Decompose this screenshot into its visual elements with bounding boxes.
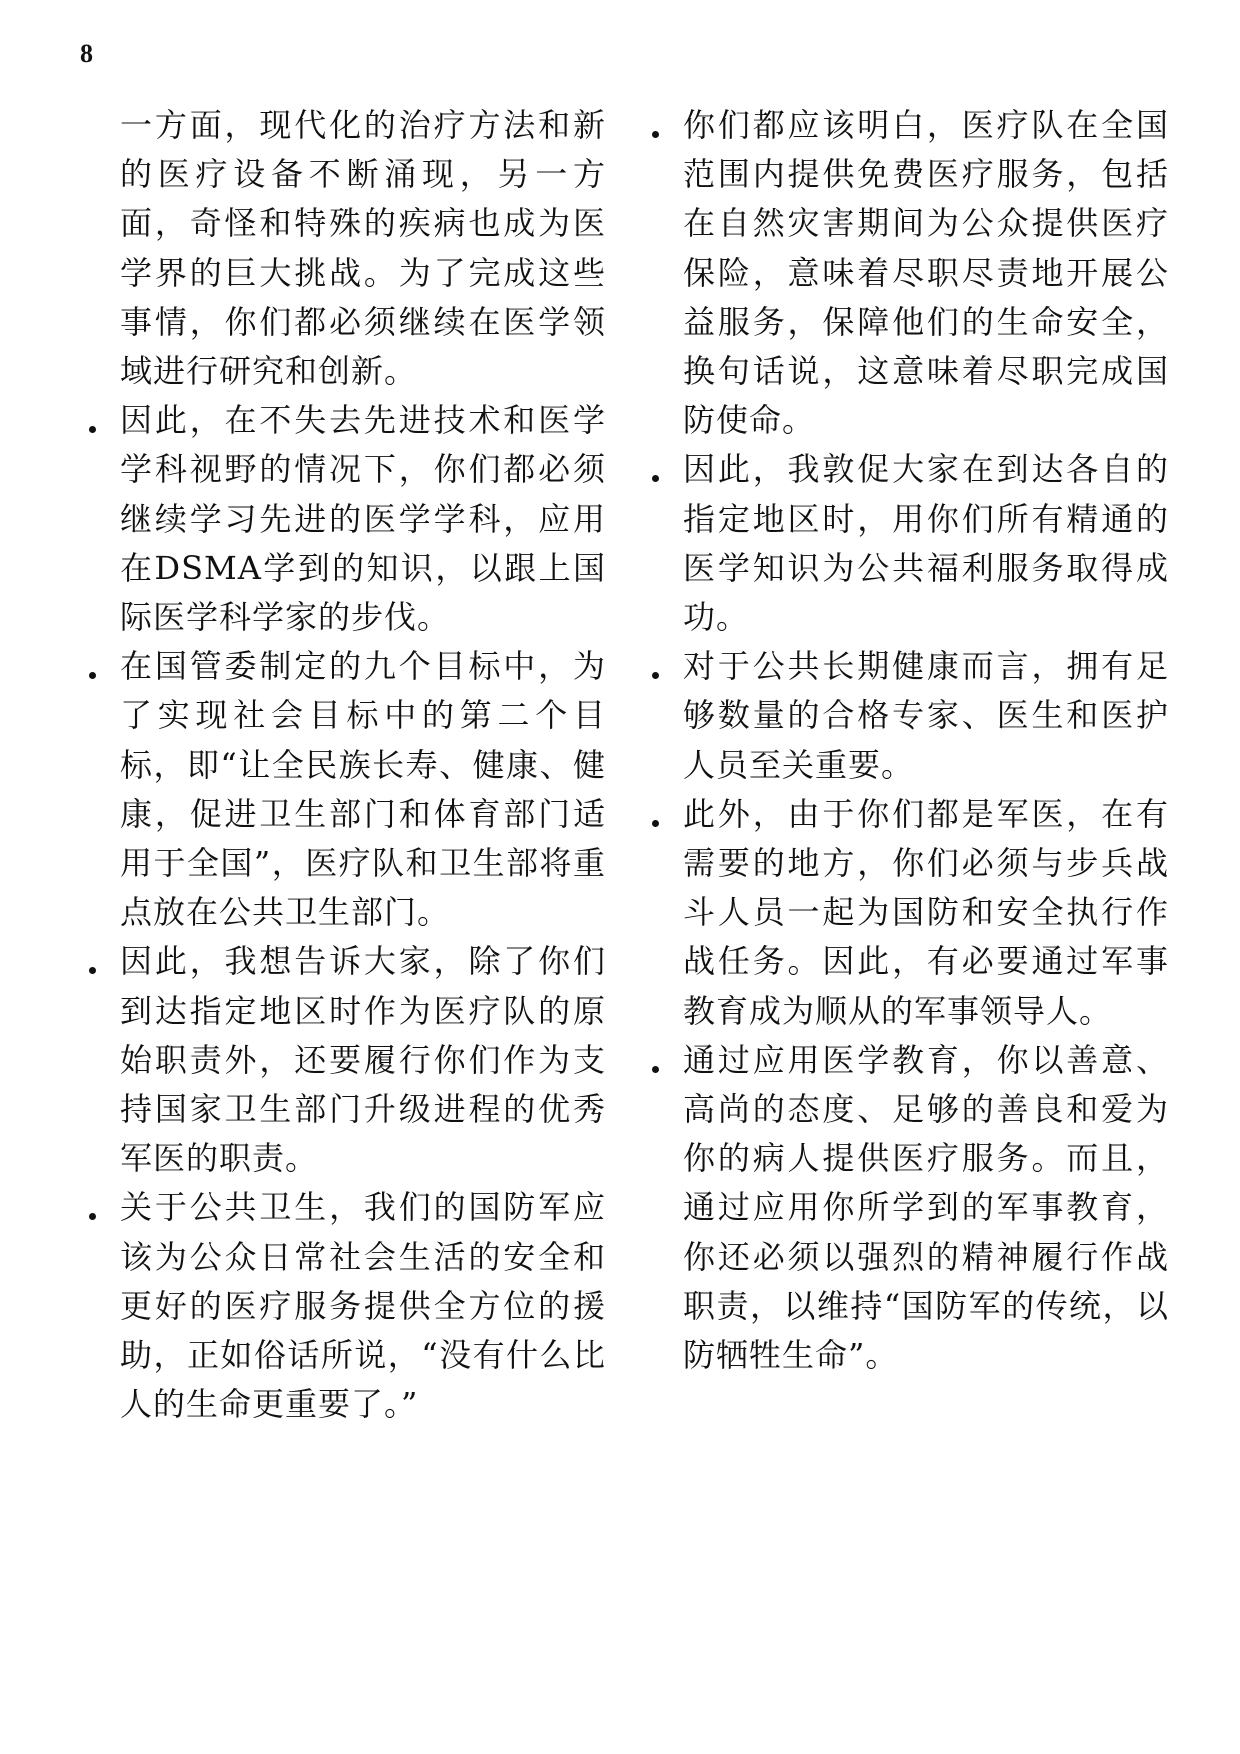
right-column: [627, 101, 1173, 1380]
bullet-icon: [627, 642, 683, 679]
bullet-icon: [627, 101, 683, 138]
bullet-text: 因此，我敦促大家在到达各自的指定地区时，用你们所有精通的医学知识为公共福利服务取得成功。: [683, 450, 1169, 637]
bullet-item: [627, 1036, 1173, 1380]
bullet-text: 因此，我想告诉大家，除了你们到达指定地区时作为医疗队的原始职责外，还要履行你们作为支持国家卫生部门升级进程的优秀军医的职责。: [120, 942, 606, 1178]
bullet-text: 因此，在不失去先进技术和医学学科视野的情况下，你们都必须继续学习先进的医学学科，应用在DSMA学到的知识，以跟上国际医学科学家的步伐。: [120, 401, 606, 637]
bullet-item: [627, 445, 1173, 642]
bullet-item: [64, 642, 610, 937]
bullet-spacer: [64, 101, 120, 131]
bullet-icon: [627, 790, 683, 827]
paragraph-text: 一方面，现代化的治疗方法和新的医疗设备不断涌现，另一方面，奇怪和特殊的疾病也成为医学界的巨大挑战。为了完成这些事情，你们都必须继续在医学领域进行研究和创新。: [120, 106, 606, 391]
left-column: [64, 101, 610, 1429]
bullet-icon: [627, 1036, 683, 1073]
bullet-item: [64, 937, 610, 1183]
bullet-item: [627, 642, 1173, 790]
bullet-icon: [627, 445, 683, 482]
bullet-item: [64, 396, 610, 642]
bullet-icon: [64, 937, 120, 974]
bullet-icon: [64, 642, 120, 679]
bullet-text: 通过应用医学教育，你以善意、高尚的态度、足够的善良和爱为你的病人提供医疗服务。而且，通过应用你所学到的军事教育，你还必须以强烈的精神履行作战职责，以维持“国防军的传统，以防牺牲生命”。: [683, 1040, 1169, 1375]
bullet-text: 在国管委制定的九个目标中，为了实现社会目标中的第二个目标，即“让全民族长寿、健康、健康，促进卫生部门和体育部门适用于全国”，医疗队和卫生部将重点放在公共卫生部门。: [120, 647, 606, 932]
bullet-text: 对于公共长期健康而言，拥有足够数量的合格专家、医生和医护人员至关重要。: [683, 647, 1169, 784]
bullet-text: 关于公共卫生，我们的国防军应该为公众日常社会生活的安全和更好的医疗服务提供全方位的援助，正如俗话所说，“没有什么比人的生命更重要了。”: [120, 1188, 606, 1424]
page-number: 8: [80, 39, 93, 68]
bullet-icon: [64, 396, 120, 433]
bullet-item: [627, 101, 1173, 445]
bullet-text: 你们都应该明白，医疗队在全国范围内提供免费医疗服务，包括在自然灾害期间为公众提供医疗保险，意味着尽职尽责地开展公益服务，保障他们的生命安全，换句话说，这意味着尽职完成国防使命。: [683, 106, 1169, 440]
paragraph-continued: [64, 101, 610, 396]
bullet-text: 此外，由于你们都是军医，在有需要的地方，你们必须与步兵战斗人员一起为国防和安全执行作战任务。因此，有必要通过军事教育成为顺从的军事领导人。: [683, 794, 1169, 1030]
bullet-item: [627, 790, 1173, 1036]
bullet-item: [64, 1183, 610, 1429]
bullet-icon: [64, 1183, 120, 1220]
